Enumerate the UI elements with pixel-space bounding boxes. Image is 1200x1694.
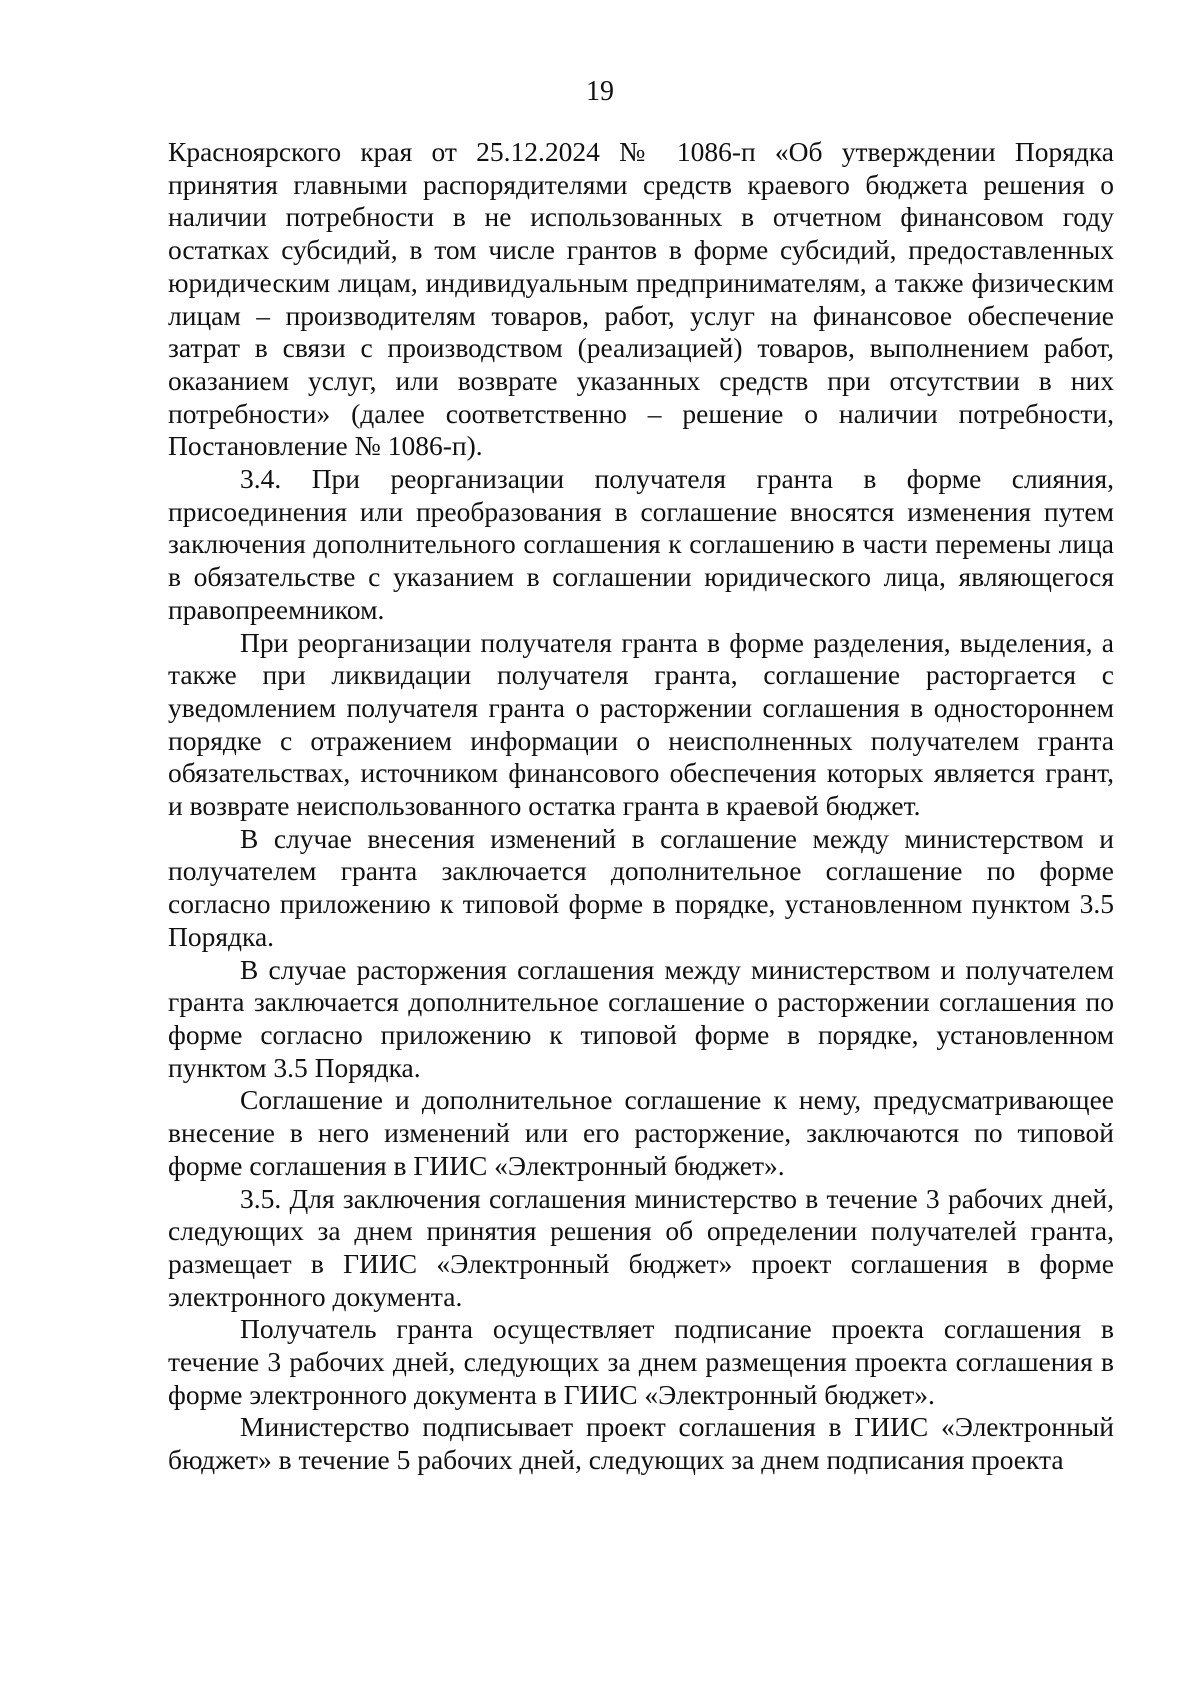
paragraph-reorganization-division: При реорганизации получателя гранта в форме разделения, выделения, а также при ликвидации получателя гранта, соглашение расторгается с уведомлением получателя гранта о расторжении соглашения в одностороннем порядке с отражением информации о неисполненных получателем гранта обязательствах, источником финансового обеспечения которых является грант, и возврате неиспользованного остатка гранта в краевой бюджет. bbox=[168, 626, 1114, 822]
paragraph-typical-form: Соглашение и дополнительное соглашение к нему, предусматривающее внесение в него изменений или его расторжение, заключаются по типовой форме соглашения в ГИИС «Электронный бюджет». bbox=[168, 1084, 1114, 1181]
paragraph-agreement-changes: В случае внесения изменений в соглашение между министерством и получателем гранта заключается дополнительное соглашение по форме согласно приложению к типовой форме в порядке, установленном пунктом 3.5 Порядка. bbox=[168, 822, 1114, 952]
page-number: 19 bbox=[586, 76, 614, 107]
paragraph-agreement-termination: В случае расторжения соглашения между министерством и получателем гранта заключается дополнительное соглашение о расторжении соглашения по форме согласно приложению к типовой форме в порядке, установленном пунктом 3.5 Порядка. bbox=[168, 953, 1114, 1083]
document-body bbox=[168, 136, 1114, 1477]
paragraph-recipient-signing: Получатель гранта осуществляет подписание проекта соглашения в течение 3 рабочих дней, следующих за днем размещения проекта соглашения в форме электронного документа в ГИИС «Электронный бюджет». bbox=[168, 1313, 1114, 1410]
paragraph-continuation: Красноярского края от 25.12.2024 № 1086-п «Об утверждении Порядка принятия главными распорядителями средств краевого бюджета решения о наличии потребности в не использованных в отчетном финансовом году остатках субсидий, в том числе грантов в форме субсидий, предоставленных юридическим лицам, индивидуальным предпринимателям, а также физическим лицам – производителям товаров, работ, услуг на финансовое обеспечение затрат в связи с производством (реализацией) товаров, выполнением работ, оказанием услуг, или возврате указанных средств при отсутствии в них потребности» (далее соответственно – решение о наличии потребности, Постановление № 1086-п). bbox=[168, 136, 1114, 462]
paragraph-3-4: 3.4. При реорганизации получателя гранта в форме слияния, присоединения или преобразования в соглашение вносятся изменения путем заключения дополнительного соглашения к соглашению в части перемены лица в обязательстве с указанием в соглашении юридического лица, являющегося правопреемником. bbox=[168, 463, 1114, 625]
paragraph-3-5: 3.5. Для заключения соглашения министерство в течение 3 рабочих дней, следующих за днем принятия решения об определении получателей гранта, размещает в ГИИС «Электронный бюджет» проект соглашения в форме электронного документа. bbox=[168, 1182, 1114, 1312]
paragraph-ministry-signing: Министерство подписывает проект соглашения в ГИИС «Электронный бюджет» в течение 5 рабочих дней, следующих за днем подписания проекта bbox=[168, 1411, 1114, 1476]
